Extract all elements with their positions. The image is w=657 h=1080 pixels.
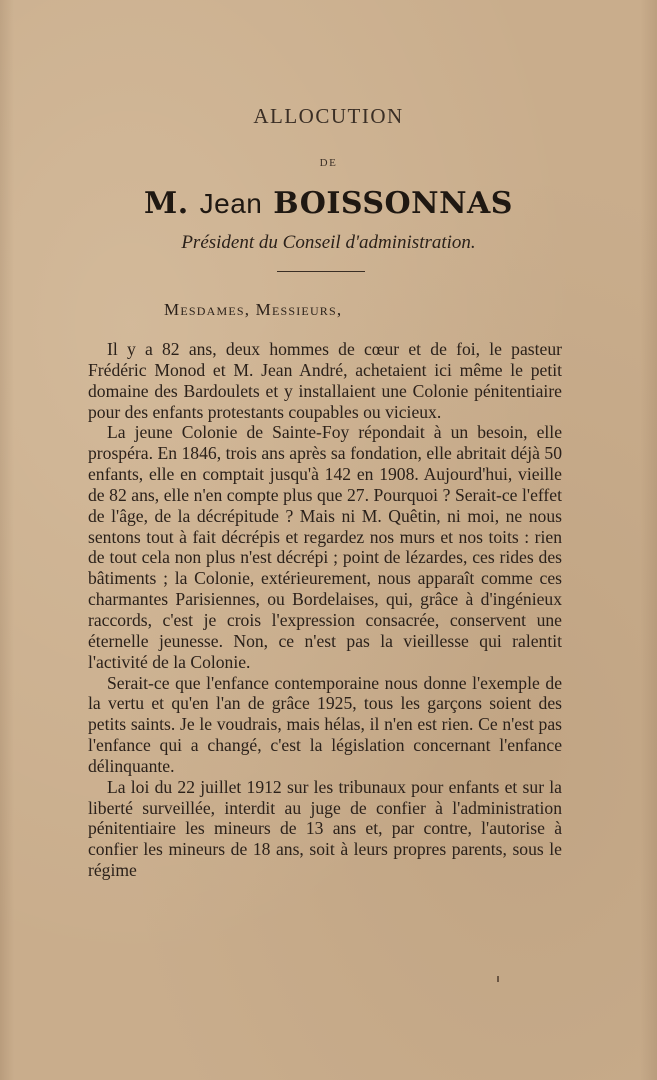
speaker-first-name: Jean: [199, 188, 263, 219]
title-connector: DE: [319, 157, 338, 169]
page-mark: [497, 976, 499, 982]
speaker-role: Président du Conseil d'administration.: [181, 232, 476, 253]
speech-body: [88, 339, 562, 881]
paragraph: Il y a 82 ans, deux hommes de cœur et de foi, le pasteur Frédéric Monod et M. Jean André, achetaient ici même le petit domaine des Bardoulets et y installaient une Colonie pénitentiaire pour des enfants protestants coupables ou vicieux.: [88, 339, 562, 422]
paragraph: La jeune Colonie de Sainte-Foy répondait à un besoin, elle prospéra. En 1846, trois ans après sa fondation, elle abritait déjà 50 enfants, elle en comptait jusqu'à 142 en 1908. Aujourd'hui, vieille de 82 ans, elle n'en compte plus que 27. Pourquoi ? Serait-ce l'effet de l'âge, de la décrépitude ? Mais ni M. Quêtin, ni moi, ne nous sentons tout à fait décrépis et regardez nos murs et nos toits : rien de tout cela non plus n'est décrépi ; point de lézardes, ces rides des bâtiments ; la Colonie, extérieurement, nous apparaît comme ces charmantes Parisiennes, ou Bordelaises, qui, grâce à d'ingénieux raccords, c'est je crois l'expression consacrée, conservent une éternelle jeunesse. Non, ce n'est pas la vieillesse qui ralentit l'activité de la Colonie.: [88, 422, 562, 672]
document-title: ALLOCUTION: [253, 104, 404, 128]
paragraph: Serait-ce que l'enfance contemporaine nous donne l'exemple de la vertu et qu'en l'an de grâce 1925, tous les garçons soient des petits saints. Je le voudrais, mais hélas, il n'en est rien. Ce n'est pas l'enfance qui a changé, c'est la législation concernant l'enfance délinquante.: [88, 672, 562, 776]
speaker-prefix: M.: [144, 186, 189, 221]
separator-rule: [277, 271, 365, 272]
salutation: Mesdames, Messieurs,: [164, 300, 343, 319]
speaker-last-name: BOISSONNAS: [273, 186, 513, 221]
speaker-name: [0, 186, 657, 221]
paragraph: La loi du 22 juillet 1912 sur les tribunaux pour enfants et sur la liberté surveillée, interdit au juge de confier à l'administration pénitentiaire les mineurs de 13 ans et, par contre, l'autorise à confier les mineurs de 18 ans, soit à leurs propres parents, sous le régime: [88, 776, 562, 881]
